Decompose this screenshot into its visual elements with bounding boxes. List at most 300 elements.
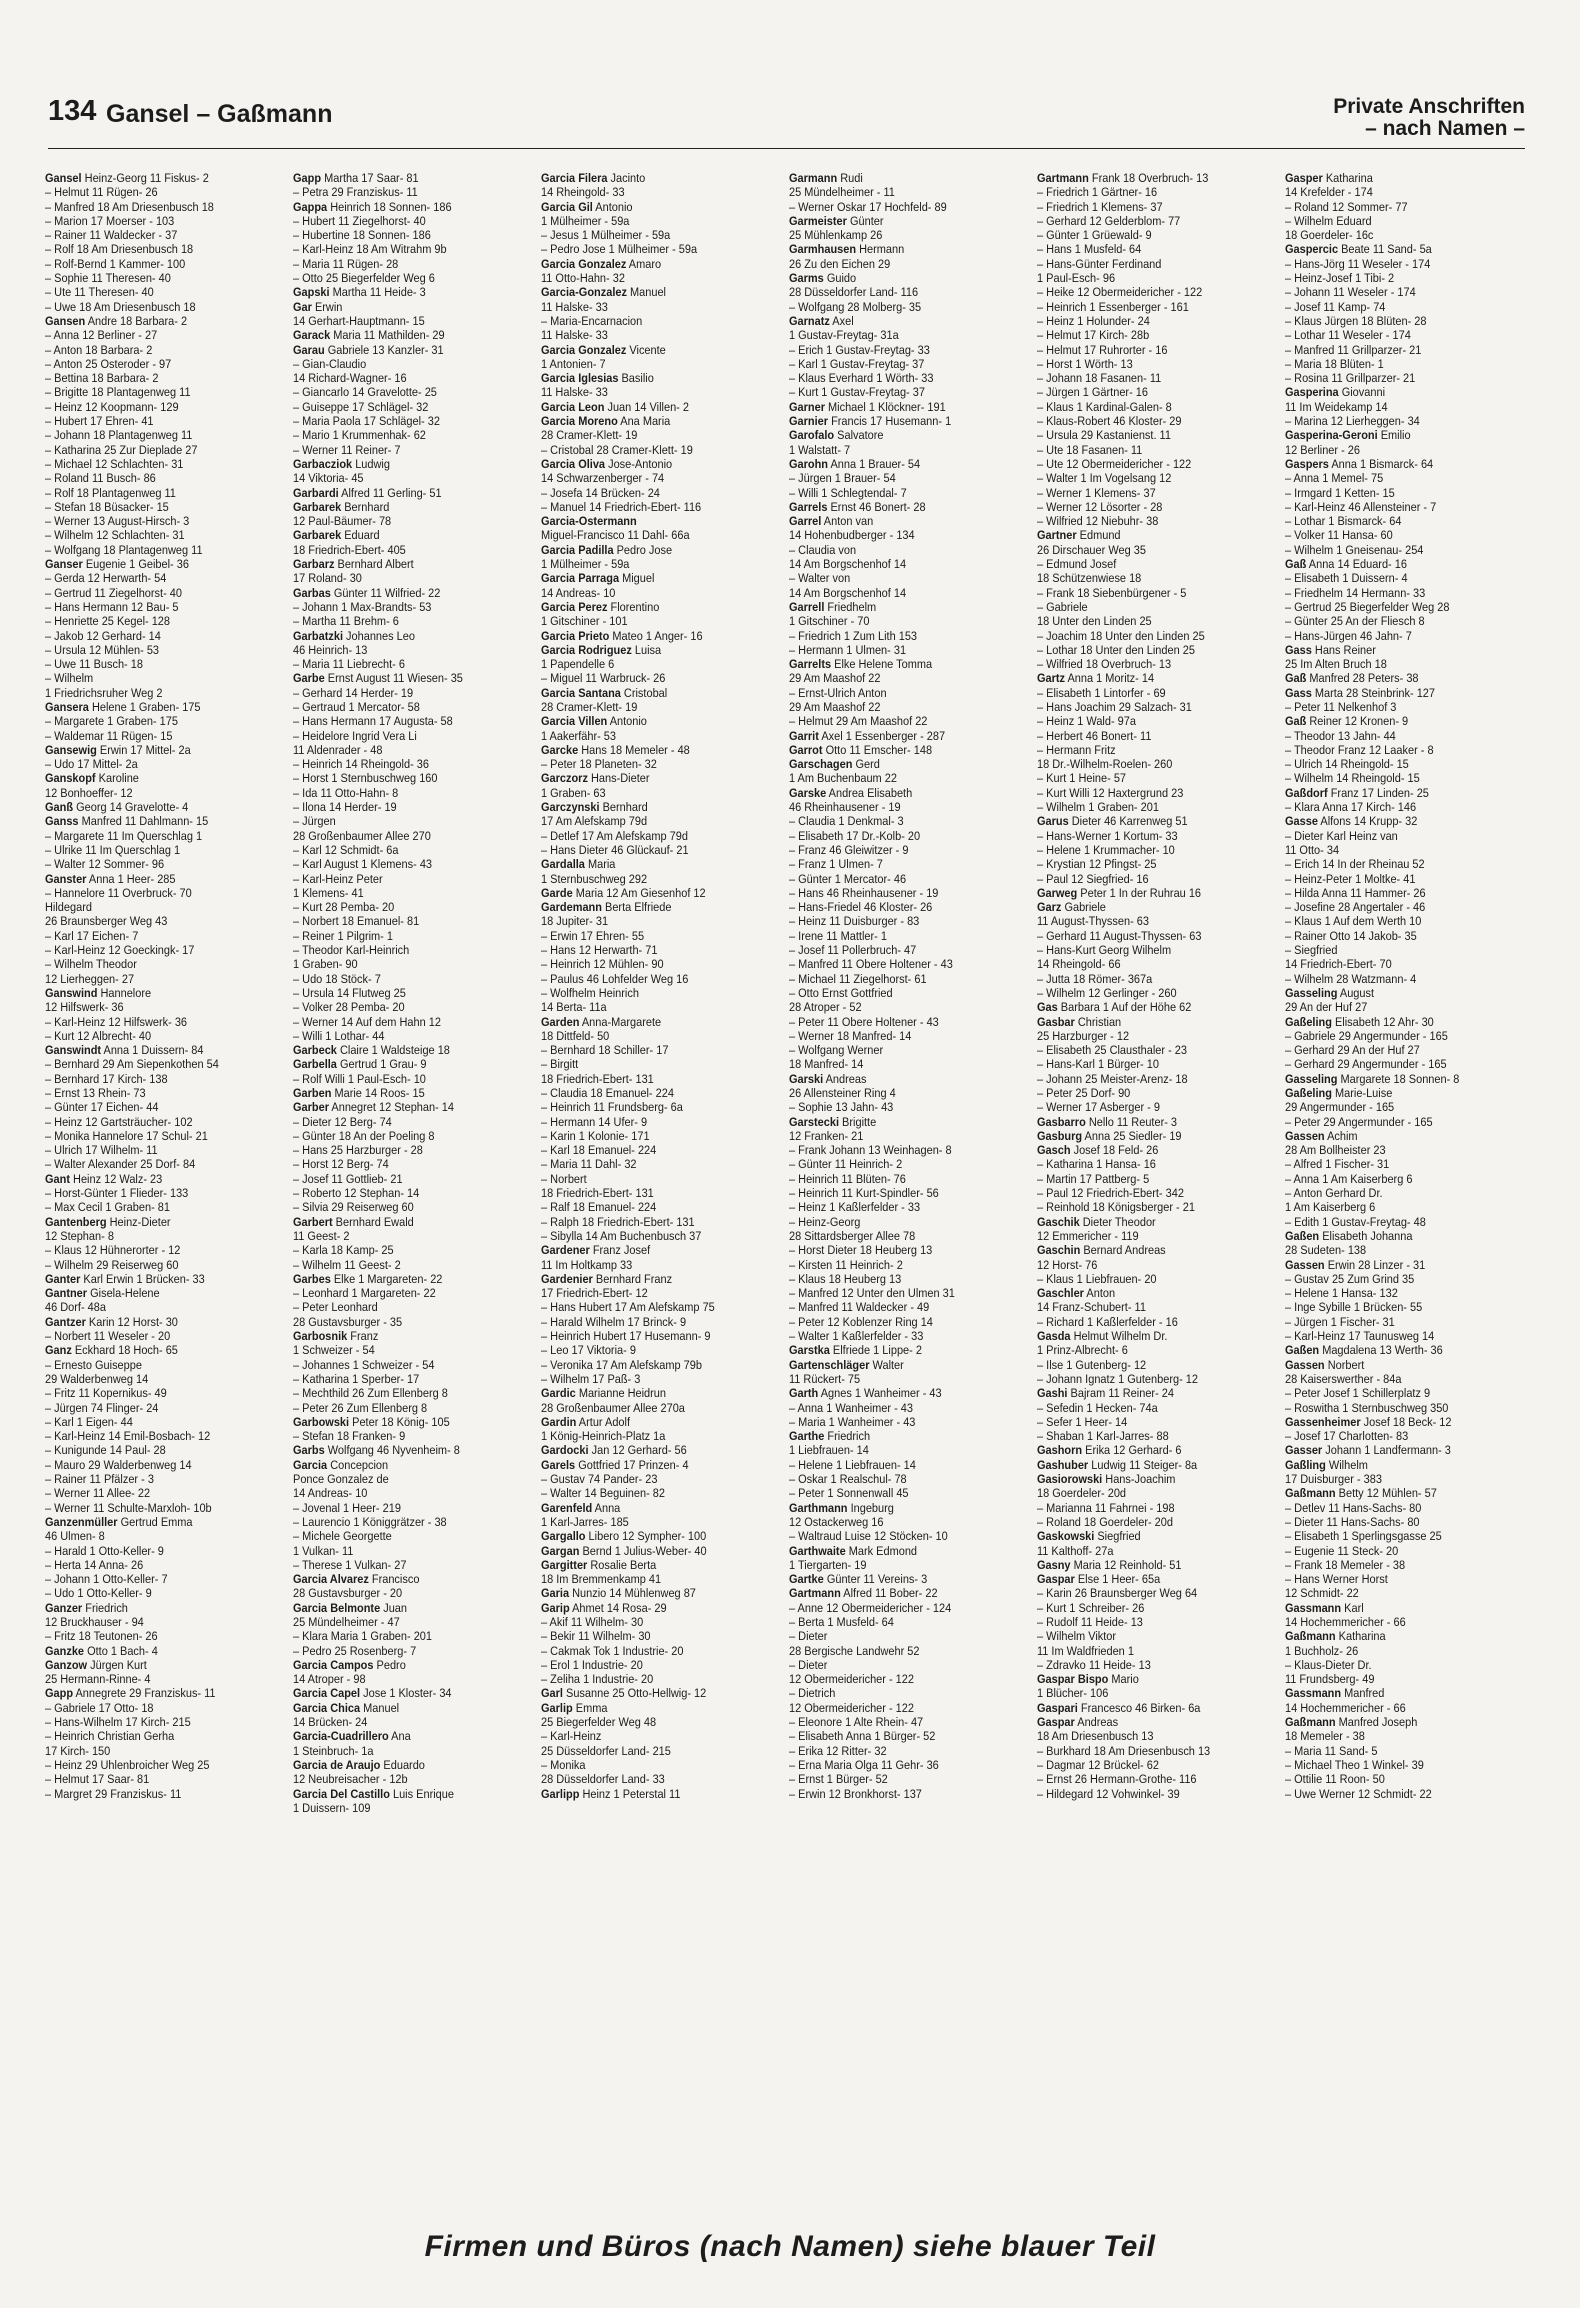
entry-text: – Lothar 18 Unter den Linden 25	[1037, 642, 1195, 657]
directory-entry	[1037, 371, 1280, 385]
directory-entry	[1037, 1758, 1280, 1772]
surname: Gaß	[1285, 714, 1307, 729]
directory-entry	[541, 1515, 784, 1529]
directory-entry-surname	[789, 457, 1032, 471]
entry-text: Juan 14 Villen- 2	[607, 399, 689, 414]
directory-entry	[541, 1329, 784, 1343]
directory-entry	[789, 1715, 1032, 1729]
directory-entry	[1037, 972, 1280, 986]
directory-entry	[45, 1672, 288, 1686]
directory-entry	[45, 328, 288, 342]
surname: Garth	[789, 1386, 819, 1401]
entry-text: Bernd 1 Julius-Weber- 40	[582, 1543, 707, 1558]
entry-text: – Jürgen	[293, 814, 336, 829]
entry-text: – Maria 18 Blüten- 1	[1285, 356, 1384, 371]
directory-entry	[1285, 1157, 1528, 1171]
entry-text: – Miguel 11 Warbruck- 26	[541, 671, 666, 686]
surname: Garrot	[789, 742, 823, 757]
entry-text: – Irene 11 Mattler- 1	[789, 928, 887, 943]
entry-text: Francisco	[371, 1572, 420, 1587]
directory-entry-surname	[1285, 671, 1528, 685]
directory-entry-surname	[789, 729, 1032, 743]
directory-entry	[1037, 1272, 1280, 1286]
directory-entry	[45, 285, 288, 299]
directory-entry	[45, 1186, 288, 1200]
directory-entry	[293, 614, 536, 628]
entry-text: – Johann 1 Max-Brandts- 53	[293, 599, 432, 614]
entry-text: – Josef 11 Kamp- 74	[1285, 299, 1386, 314]
directory-entry	[541, 1057, 784, 1071]
directory-entry	[1285, 1501, 1528, 1515]
entry-text: – Karl-Heinz Peter	[293, 871, 383, 886]
directory-entry	[541, 428, 784, 442]
directory-entry-surname	[1037, 886, 1280, 900]
directory-entry	[45, 943, 288, 957]
entry-text: – Manfred 11 Waldecker - 49	[789, 1300, 930, 1315]
entry-text: – Krystian 12 Pfingst- 25	[1037, 857, 1157, 872]
entry-text: 14 Am Borgschenhof 14	[789, 557, 907, 572]
directory-entry	[1285, 657, 1528, 671]
entry-text: Alfons 14 Krupp- 32	[1320, 814, 1418, 829]
entry-text: – Rainer 11 Pfälzer - 3	[45, 1472, 154, 1487]
directory-entry	[45, 1544, 288, 1558]
directory-entry	[45, 443, 288, 457]
entry-text: – Helmut 29 Am Maashof 22	[789, 714, 928, 729]
entry-text: Betty 12 Mühlen- 57	[1338, 1486, 1437, 1501]
entry-text: – Elisabeth 25 Clausthaler - 23	[1037, 1043, 1188, 1058]
directory-entry	[541, 1729, 784, 1743]
surname: Garrel	[789, 514, 822, 529]
entry-text: – Wilhelm 12 Gerlinger - 260	[1037, 985, 1177, 1000]
footer-note: Firmen und Büros (nach Namen) siehe blauer Teil	[424, 2230, 1156, 2263]
entry-text: Bernhard	[602, 800, 648, 815]
entry-text: – Hans 1 Musfeld- 64	[1037, 242, 1142, 257]
directory-entry	[1285, 1272, 1528, 1286]
surname: Garofalo	[789, 428, 835, 443]
directory-entry-surname	[1037, 1672, 1280, 1686]
directory-entry	[293, 643, 536, 657]
surname: Gas	[1037, 1000, 1058, 1015]
surname: Gass	[1285, 685, 1312, 700]
directory-entry	[1037, 1372, 1280, 1386]
directory-entry-surname	[541, 514, 784, 528]
surname: Garcia	[293, 1457, 328, 1472]
surname: Gardic	[541, 1386, 576, 1401]
directory-entry	[789, 929, 1032, 943]
entry-text: – Laurencio 1 Königgrätzer - 38	[293, 1514, 447, 1529]
directory-entry	[45, 514, 288, 528]
name-range: Gansel – Gaßmann	[106, 100, 333, 128]
directory-entry	[1037, 1501, 1280, 1515]
entry-text: Berta Elfriede	[605, 900, 672, 915]
entry-text: Hannelore	[100, 985, 152, 1000]
entry-text: – Erich 1 Gustav-Freytag- 33	[789, 342, 930, 357]
entry-text: – Klaus 1 Auf dem Werth 10	[1285, 914, 1422, 929]
entry-text: – Heinz 11 Duisburger - 83	[789, 914, 920, 929]
surname: Gaspers	[1285, 456, 1329, 471]
entry-text: Salvatore	[837, 428, 884, 443]
entry-text: Josef 18 Beck- 12	[1363, 1414, 1452, 1429]
surname: Garmann	[789, 171, 838, 185]
entry-text: – Karl-Heinz 14 Emil-Bosbach- 12	[45, 1429, 211, 1444]
entry-text: – Karl-Heinz 46 Allensteiner - 7	[1285, 499, 1437, 514]
directory-entry	[45, 1615, 288, 1629]
directory-entry	[789, 1200, 1032, 1214]
surname: Garstecki	[789, 1114, 840, 1129]
directory-entry	[45, 528, 288, 542]
directory-entry	[1285, 586, 1528, 600]
entry-text: – Claudia 1 Denkmal- 3	[789, 814, 904, 829]
directory-entry	[293, 400, 536, 414]
directory-entry	[789, 872, 1032, 886]
entry-text: – Sophie 11 Theresen- 40	[45, 271, 171, 286]
entry-text: – Udo 17 Mittel- 2a	[45, 757, 138, 772]
directory-entry	[541, 786, 784, 800]
entry-text: – Klaus-Robert 46 Kloster- 29	[1037, 414, 1182, 429]
directory-entry-surname	[1285, 557, 1528, 571]
directory-entry	[1037, 1601, 1280, 1615]
directory-entry-surname	[293, 557, 536, 571]
directory-entry-surname	[541, 1272, 784, 1286]
entry-text: – Erwin 12 Bronkhorst- 137	[789, 1786, 922, 1801]
entry-text: Gisela-Helene	[90, 1286, 160, 1301]
surname: Garip	[541, 1600, 570, 1615]
directory-entry	[1285, 314, 1528, 328]
entry-text: – Cristobal 28 Cramer-Klett- 19	[541, 442, 693, 457]
directory-entry	[1285, 1215, 1528, 1229]
directory-entry-surname	[1285, 1086, 1528, 1100]
surname: Ganskopf	[45, 771, 96, 786]
directory-entry-surname	[45, 1215, 288, 1229]
directory-entry	[789, 257, 1032, 271]
entry-text: – Ute 12 Obermeidericher - 122	[1037, 456, 1192, 471]
entry-text: – Walter von	[789, 571, 851, 586]
directory-entry	[293, 1401, 536, 1415]
directory-entry-surname	[541, 571, 784, 585]
entry-text: – Hans-Wilhelm 17 Kirch- 215	[45, 1715, 191, 1730]
entry-text: 18 Goerdeler- 20d	[1037, 1486, 1127, 1501]
directory-entry-surname	[541, 1686, 784, 1700]
directory-entry-surname	[1285, 1629, 1528, 1643]
surname: Garcia Oliva	[541, 456, 606, 471]
directory-entry	[293, 857, 536, 871]
directory-entry	[789, 1529, 1032, 1543]
entry-text: 14 Hochemmericher - 66	[1285, 1700, 1406, 1715]
directory-entry-surname	[541, 800, 784, 814]
entry-text: – Gerhard 12 Gelderblom- 77	[1037, 213, 1181, 228]
directory-entry	[45, 271, 288, 285]
entry-text: Giovanni	[1341, 385, 1386, 400]
surname: Garcia Perez	[541, 599, 608, 614]
entry-text: 28 Gustavsburger - 20	[293, 1586, 403, 1601]
page-number: 134	[48, 95, 97, 127]
entry-text: – Ulrike 11 Im Querschlag 1	[45, 842, 181, 857]
entry-text: – Michael 12 Schlachten- 31	[45, 456, 184, 471]
surname: Gaspercic	[1285, 242, 1339, 257]
directory-entry-surname	[293, 1086, 536, 1100]
entry-text: Gertrud 1 Grau- 9	[339, 1057, 427, 1072]
directory-entry	[1037, 414, 1280, 428]
surname: Gaspari	[1037, 1700, 1078, 1715]
directory-entry-surname	[541, 1544, 784, 1558]
entry-text: – Michael Theo 1 Winkel- 39	[1285, 1757, 1424, 1772]
directory-entry	[789, 571, 1032, 585]
directory-entry	[1037, 843, 1280, 857]
directory-entry-surname	[789, 214, 1032, 228]
directory-entry	[45, 343, 288, 357]
directory-entry-surname	[1037, 814, 1280, 828]
directory-entry	[1037, 1515, 1280, 1529]
directory-entry-surname	[293, 1658, 536, 1672]
entry-text: – Friedrich 1 Gärtner- 16	[1037, 185, 1158, 200]
directory-entry	[1285, 929, 1528, 943]
directory-entry	[789, 385, 1032, 399]
header-rule	[48, 148, 1525, 149]
directory-entry	[293, 900, 536, 914]
entry-text: – Heinz-Georg	[789, 1214, 861, 1229]
entry-text: Friedrich	[827, 1429, 871, 1444]
entry-text: – Horst 1 Sternbuschweg 160	[293, 771, 438, 786]
entry-text: – Dieter 12 Berg- 74	[293, 1114, 392, 1129]
entry-text: – Rolf 18 Am Driesenbusch 18	[45, 242, 194, 257]
entry-text: Hildegard	[45, 900, 92, 915]
surname: Gaßmann	[1285, 1715, 1336, 1730]
directory-entry	[1037, 557, 1280, 571]
directory-entry	[293, 1343, 536, 1357]
surname: Garcia Moreno	[541, 414, 618, 429]
entry-text: 1 Duissern- 109	[293, 1800, 371, 1815]
surname: Gashorn	[1037, 1443, 1083, 1458]
surname: Gantner	[45, 1286, 88, 1301]
directory-entry	[1285, 1572, 1528, 1586]
directory-entry	[789, 814, 1032, 828]
entry-text: – Hans 25 Harzburger - 28	[293, 1143, 423, 1158]
entry-text: – Elisabeth 1 Lintorfer - 69	[1037, 685, 1166, 700]
directory-entry-surname	[45, 1343, 288, 1357]
directory-entry-surname	[1285, 1129, 1528, 1143]
entry-text: – Karl August 1 Klemens- 43	[293, 857, 433, 872]
directory-entry	[789, 471, 1032, 485]
entry-text: 29 An der Huf 27	[1285, 1000, 1368, 1015]
surname: Garbarek	[293, 528, 342, 543]
entry-text: – Johann 18 Fasanen- 11	[1037, 371, 1162, 386]
entry-text: – Bernhard 17 Kirch- 138	[45, 1071, 168, 1086]
directory-entry	[45, 600, 288, 614]
directory-entry	[1037, 629, 1280, 643]
entry-text: Christian	[1077, 1014, 1122, 1029]
entry-text: – Waldemar 11 Rügen- 15	[45, 728, 173, 743]
entry-text: – Richard 1 Kaßlerfelder - 16	[1037, 1314, 1178, 1329]
directory-entry	[1037, 586, 1280, 600]
entry-text: Georg 14 Gravelotte- 4	[76, 800, 189, 815]
entry-text: Manfred 28 Peters- 38	[1309, 671, 1419, 686]
entry-text: – Maria 11 Rügen- 28	[293, 256, 399, 271]
directory-entry	[293, 800, 536, 814]
directory-entry-surname	[45, 314, 288, 328]
entry-text: – Dietrich	[789, 1686, 836, 1701]
directory-entry	[45, 543, 288, 557]
entry-text: Hermann	[859, 242, 905, 257]
entry-text: – Rolf-Bernd 1 Kammer- 100	[45, 256, 186, 271]
entry-text: 1 Gustav-Freytag- 31a	[789, 328, 899, 343]
directory-entry-surname	[1037, 1558, 1280, 1572]
entry-text: – Sefer 1 Heer- 14	[1037, 1414, 1128, 1429]
directory-entry	[293, 271, 536, 285]
directory-entry	[1285, 614, 1528, 628]
directory-entry	[789, 557, 1032, 571]
entry-text: – Ulrich 17 Wilhelm- 11	[45, 1143, 158, 1158]
directory-entry	[1037, 1729, 1280, 1743]
entry-text: – Hans Joachim 29 Salzach- 31	[1037, 699, 1192, 714]
entry-text: – Dagmar 12 Brückel- 62	[1037, 1757, 1159, 1772]
entry-text: – Heinrich Hubert 17 Husemann- 9	[541, 1329, 711, 1344]
directory-entry	[541, 1644, 784, 1658]
entry-text: – Gertrud 25 Biegerfelder Weg 28	[1285, 599, 1450, 614]
directory-entry	[789, 1772, 1032, 1786]
entry-text: Annegret 12 Stephan- 14	[331, 1100, 455, 1115]
surname: Garrell	[789, 599, 825, 614]
entry-text: 11 Im Holtkamp 33	[541, 1257, 633, 1272]
entry-text: – Maria-Encarnacion	[541, 313, 643, 328]
directory-entry	[541, 1401, 784, 1415]
entry-text: – Shaban 1 Karl-Jarres- 88	[1037, 1429, 1169, 1444]
directory-entry	[1037, 571, 1280, 585]
surname: Ganzke	[45, 1643, 85, 1658]
directory-entry	[45, 385, 288, 399]
surname: Garner	[789, 399, 825, 414]
directory-entry	[789, 1157, 1032, 1171]
directory-entry	[293, 1286, 536, 1300]
directory-entry-surname	[789, 400, 1032, 414]
directory-entry	[1037, 1200, 1280, 1214]
surname: Ganß	[45, 800, 74, 815]
entry-text: – Edmund Josef	[1037, 557, 1117, 572]
entry-text: Bajram 11 Reiner- 24	[1070, 1386, 1174, 1401]
directory-entry	[541, 1043, 784, 1057]
entry-text: – Ursula 14 Flutweg 25	[293, 985, 406, 1000]
entry-text: – Hilda Anna 11 Hammer- 26	[1285, 885, 1426, 900]
directory-entry	[1285, 1772, 1528, 1786]
directory-entry-surname	[541, 371, 784, 385]
directory-entry	[45, 457, 288, 471]
directory-entry	[541, 1186, 784, 1200]
directory-entry	[789, 1744, 1032, 1758]
directory-entry	[789, 943, 1032, 957]
directory-entry-surname	[45, 800, 288, 814]
directory-entry	[45, 857, 288, 871]
directory-entry	[45, 371, 288, 385]
entry-text: Elisabeth 12 Ahr- 30	[1334, 1014, 1434, 1029]
entry-text: 1 Walstatt- 7	[789, 442, 851, 457]
entry-text: 28 Düsseldorfer Land- 33	[541, 1772, 665, 1787]
entry-text: Martha 17 Saar- 81	[324, 171, 419, 185]
directory-entry	[789, 357, 1032, 371]
section-title	[1333, 96, 1525, 140]
entry-text: – Heinrich 1 Essenberger - 161	[1037, 299, 1189, 314]
entry-text: – Sibylla 14 Am Buchenbusch 37	[541, 1228, 702, 1243]
directory-entry-surname	[293, 328, 536, 342]
entry-text: – Karl 1 Eigen- 44	[45, 1414, 133, 1429]
directory-entry	[789, 1029, 1032, 1043]
surname: Gaßen	[1285, 1343, 1320, 1358]
directory-entry-surname	[293, 457, 536, 471]
surname: Gassmann	[1285, 1600, 1342, 1615]
directory-entry-surname	[1285, 1686, 1528, 1700]
directory-entry	[789, 843, 1032, 857]
entry-text: – Franz 1 Ulmen- 7	[789, 857, 883, 872]
entry-text: 17 Am Alefskamp 79d	[541, 814, 648, 829]
directory-entry-surname	[789, 1501, 1032, 1515]
directory-entry	[541, 1072, 784, 1086]
directory-entry	[789, 1787, 1032, 1801]
entry-text: – Edith 1 Gustav-Freytag- 48	[1285, 1214, 1426, 1229]
directory-entry	[1037, 400, 1280, 414]
directory-entry-surname	[293, 343, 536, 357]
directory-entry	[1037, 271, 1280, 285]
surname: Gaschler	[1037, 1286, 1084, 1301]
directory-entry	[45, 300, 288, 314]
surname: Gasbarro	[1037, 1114, 1086, 1129]
entry-text: Karin 12 Horst- 30	[88, 1314, 178, 1329]
entry-text: – Pedro Jose 1 Mülheimer - 59a	[541, 242, 698, 257]
entry-text: Ingeburg	[850, 1500, 894, 1515]
entry-text: Reiner 12 Kronen- 9	[1309, 714, 1409, 729]
directory-entry	[45, 1258, 288, 1272]
directory-entry	[293, 428, 536, 442]
directory-entry-surname	[45, 1315, 288, 1329]
directory-entry	[541, 700, 784, 714]
entry-text: – Hans-Günter Ferdinand	[1037, 256, 1162, 271]
directory-entry	[1285, 486, 1528, 500]
directory-entry	[293, 471, 536, 485]
section-title-line1: Private Anschriften	[1333, 95, 1525, 118]
entry-text: – Wilfried 12 Niebuhr- 38	[1037, 514, 1159, 529]
entry-text: August	[1339, 985, 1375, 1000]
directory-entry	[293, 1000, 536, 1014]
directory-entry	[45, 1229, 288, 1243]
entry-text: Erwin 28 Linzer - 31	[1327, 1257, 1426, 1272]
entry-text: 14 Hochemmericher - 66	[1285, 1614, 1406, 1629]
entry-text: – Lothar 11 Weseler - 174	[1285, 328, 1411, 343]
entry-text: – Manfred 12 Unter den Ulmen 31	[789, 1286, 955, 1301]
directory-entry	[789, 1701, 1032, 1715]
entry-text: – Karin 1 Kolonie- 171	[541, 1128, 650, 1143]
surname: Gasbar	[1037, 1014, 1075, 1029]
directory-entry	[1285, 1401, 1528, 1415]
entry-text: – Horst-Günter 1 Flieder- 133	[45, 1186, 189, 1201]
directory-entry-surname	[293, 1043, 536, 1057]
directory-entry	[1037, 714, 1280, 728]
surname: Gapp	[293, 171, 322, 185]
directory-entry-surname	[45, 771, 288, 785]
directory-entry	[1285, 629, 1528, 643]
directory-entry-surname	[1285, 1415, 1528, 1429]
surname: Garcia Parraga	[541, 571, 620, 586]
surname: Gasiorowski	[1037, 1472, 1103, 1487]
entry-text: Susanne 25 Otto-Hellwig- 12	[566, 1686, 707, 1701]
entry-text: – Klaus 18 Heuberg 13	[789, 1271, 902, 1286]
directory-entry	[789, 1658, 1032, 1672]
entry-text: – Zeliha 1 Industrie- 20	[541, 1672, 654, 1687]
directory-entry-surname	[1037, 1472, 1280, 1486]
entry-text: Brigitte	[842, 1114, 877, 1129]
entry-text: Elfriede 1 Lippe- 2	[832, 1343, 922, 1358]
directory-entry	[1285, 857, 1528, 871]
entry-text: – Claudia 18 Emanuel- 224	[541, 1086, 674, 1100]
directory-entry	[541, 1672, 784, 1686]
directory-entry	[45, 657, 288, 671]
directory-entry	[45, 714, 288, 728]
